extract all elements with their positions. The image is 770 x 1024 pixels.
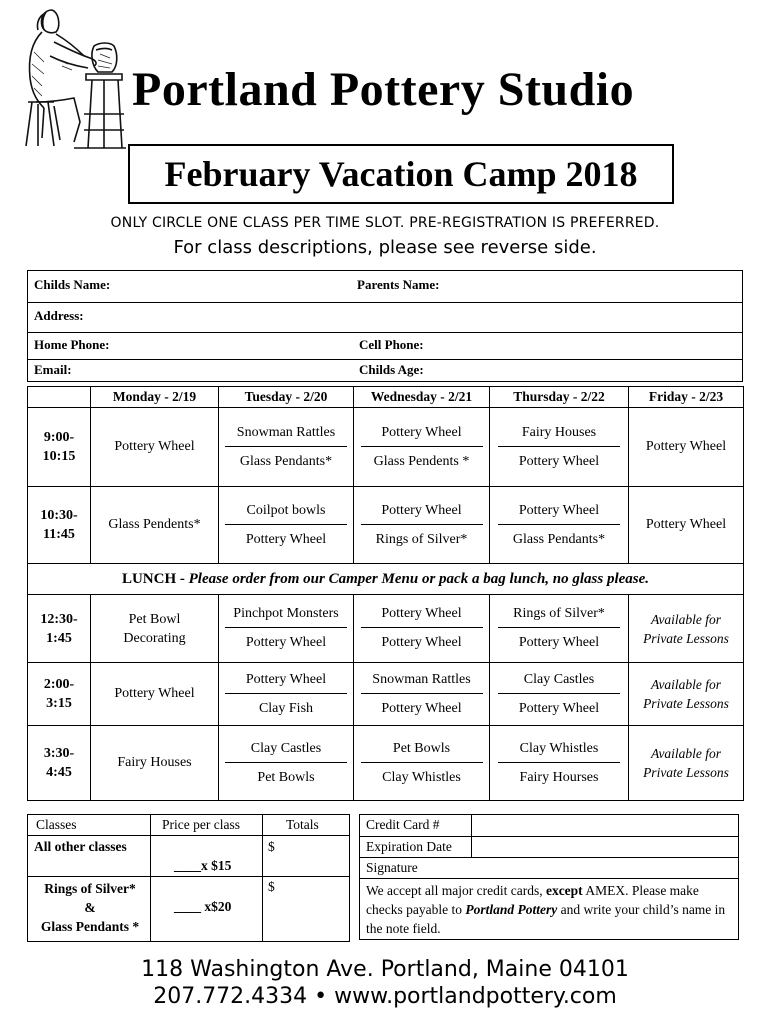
class-option[interactable]: Pottery Wheel bbox=[225, 672, 347, 694]
lunch-note: Please order from our Camper Menu or pack a bag lunch, no glass please. bbox=[188, 570, 650, 587]
private-lessons-note: Available for Private Lessons bbox=[629, 726, 744, 801]
class-option[interactable]: Pottery Wheel bbox=[361, 503, 483, 525]
class-option[interactable]: Pottery Wheel bbox=[245, 531, 327, 547]
class-option[interactable]: Pottery Wheel bbox=[629, 408, 744, 487]
info-row-email bbox=[28, 360, 742, 382]
day-header-wednesday: Wednesday - 2/21 bbox=[354, 387, 490, 408]
class-option-pair bbox=[490, 408, 629, 487]
day-header-monday: Monday - 2/19 bbox=[91, 387, 219, 408]
payment-box bbox=[359, 814, 739, 940]
payment-note: We accept all major credit cards, except AMEX. Please make checks payable to Portland Pottery and write your child’s name in the note field. bbox=[366, 883, 726, 936]
class-option[interactable]: Pottery Wheel bbox=[361, 425, 483, 447]
info-row-names bbox=[28, 271, 742, 303]
pricing-divider bbox=[262, 815, 263, 941]
time-slot-label: 2:00- 3:15 bbox=[28, 663, 91, 726]
class-option-pair bbox=[490, 487, 629, 564]
class-option[interactable]: Pottery Wheel bbox=[381, 700, 462, 716]
class-option-pair bbox=[490, 726, 629, 801]
class-option[interactable]: Rings of Silver* bbox=[375, 531, 468, 547]
address-field[interactable]: Address: bbox=[34, 308, 84, 323]
day-header-thursday: Thursday - 2/22 bbox=[490, 387, 629, 408]
class-option-pair bbox=[219, 595, 354, 663]
time-slot-row bbox=[28, 487, 744, 564]
registration-notice: ONLY CIRCLE ONE CLASS PER TIME SLOT. PRE-REGISTRATION IS PREFERRED. bbox=[110, 215, 660, 231]
time-slot-label: 9:00- 10:15 bbox=[28, 408, 91, 487]
class-option[interactable]: Fairy Houses bbox=[498, 425, 620, 447]
private-lessons-note: Available for Private Lessons bbox=[629, 663, 744, 726]
class-option-pair bbox=[219, 408, 354, 487]
class-option[interactable]: Snowman Rattles bbox=[225, 425, 347, 447]
childs-name-field[interactable]: Childs Name: bbox=[34, 277, 111, 292]
studio-contact: 207.772.4334 • www.portlandpottery.com bbox=[153, 984, 617, 1009]
price-header: Price per class bbox=[162, 817, 240, 832]
class-option[interactable]: Fairy Houses bbox=[91, 726, 219, 801]
class-option[interactable]: Clay Whistles bbox=[498, 741, 620, 763]
class-option[interactable]: Clay Fish bbox=[258, 700, 314, 716]
class-option-pair bbox=[490, 595, 629, 663]
classes-header: Classes bbox=[36, 817, 77, 832]
private-lessons-note: Available for Private Lessons bbox=[629, 595, 744, 663]
time-slot-row bbox=[28, 726, 744, 801]
home-phone-field[interactable]: Home Phone: bbox=[34, 337, 110, 352]
camp-title: February Vacation Camp 2018 bbox=[164, 154, 638, 194]
lunch-banner: LUNCH - Please order from our Camper Menu or pack a bag lunch, no glass please. bbox=[28, 564, 744, 595]
class-option[interactable]: Glass Pendents* bbox=[91, 487, 219, 564]
class-option-pair bbox=[219, 663, 354, 726]
class-option[interactable]: Clay Whistles bbox=[382, 769, 461, 785]
class-option-pair bbox=[354, 726, 490, 801]
time-slot-label: 10:30- 11:45 bbox=[28, 487, 91, 564]
class-option[interactable]: Pottery Wheel bbox=[518, 453, 600, 469]
class-option[interactable]: Clay Castles bbox=[498, 672, 620, 694]
class-option[interactable]: Glass Pendents * bbox=[373, 453, 470, 469]
day-header-tuesday: Tuesday - 2/20 bbox=[219, 387, 354, 408]
expiration-label: Expiration Date bbox=[366, 839, 452, 854]
class-option[interactable]: Pet Bowls bbox=[257, 769, 315, 785]
specialty-classes-price[interactable]: ____ x$20 bbox=[174, 899, 232, 914]
expiration-input[interactable] bbox=[471, 837, 739, 857]
class-option[interactable]: Pottery Wheel bbox=[245, 635, 327, 650]
class-option[interactable]: Pottery Wheel bbox=[361, 606, 483, 628]
studio-title: Portland Pottery Studio bbox=[132, 63, 635, 116]
schedule-header-row bbox=[28, 387, 744, 408]
class-option-pair bbox=[354, 595, 490, 663]
class-option-pair bbox=[354, 663, 490, 726]
cell-phone-field[interactable]: Cell Phone: bbox=[359, 337, 424, 352]
time-header-cell bbox=[28, 387, 91, 408]
class-option[interactable]: Snowman Rattles bbox=[361, 672, 483, 694]
all-other-classes-label: All other classes bbox=[34, 839, 127, 854]
class-option[interactable]: Rings of Silver* bbox=[498, 606, 620, 628]
specialty-classes-total[interactable]: $ bbox=[268, 879, 275, 894]
studio-address: 118 Washington Ave. Portland, Maine 04101 bbox=[141, 957, 629, 982]
registration-info-box bbox=[27, 270, 743, 382]
potter-at-wheel-illustration bbox=[14, 2, 126, 150]
specialty-classes-label: Rings of Silver* & Glass Pendants * bbox=[40, 881, 140, 934]
info-row-phones bbox=[28, 333, 742, 360]
credit-card-row bbox=[360, 815, 738, 837]
expiration-row bbox=[360, 837, 738, 858]
class-option[interactable]: Pinchpot Monsters bbox=[225, 606, 347, 628]
parents-name-field[interactable]: Parents Name: bbox=[357, 277, 440, 292]
pricing-table bbox=[27, 814, 350, 942]
class-option-pair bbox=[354, 408, 490, 487]
class-option-pair bbox=[354, 487, 490, 564]
credit-card-input[interactable] bbox=[471, 815, 739, 836]
class-option[interactable]: Fairy Hourses bbox=[519, 769, 599, 785]
class-option[interactable]: Pottery Wheel bbox=[498, 503, 620, 525]
class-option[interactable]: Pottery Wheel bbox=[91, 663, 219, 726]
pricing-divider bbox=[150, 815, 151, 941]
time-slot-label: 3:30- 4:45 bbox=[28, 726, 91, 801]
pricing-header bbox=[28, 815, 349, 836]
camp-title-box bbox=[128, 144, 674, 204]
class-option[interactable]: Coilpot bowls bbox=[225, 503, 347, 525]
all-other-classes-price[interactable]: ____x $15 bbox=[174, 858, 232, 873]
time-slot-row bbox=[28, 595, 744, 663]
class-option[interactable]: Clay Castles bbox=[225, 741, 347, 763]
class-option-pair bbox=[490, 663, 629, 726]
class-option[interactable]: Pottery Wheel bbox=[629, 487, 744, 564]
totals-header: Totals bbox=[286, 817, 319, 832]
email-field[interactable]: Email: bbox=[34, 362, 72, 377]
childs-age-field[interactable]: Childs Age: bbox=[359, 362, 424, 377]
time-slot-row bbox=[28, 663, 744, 726]
signature-label: Signature bbox=[366, 860, 418, 875]
time-slot-row bbox=[28, 408, 744, 487]
class-option[interactable]: Pet Bowls bbox=[361, 741, 483, 763]
all-other-classes-total[interactable]: $ bbox=[268, 839, 275, 854]
lunch-row bbox=[28, 564, 744, 595]
class-schedule-table bbox=[27, 386, 744, 801]
pricing-divider bbox=[28, 876, 349, 877]
signature-row[interactable] bbox=[360, 858, 738, 879]
info-row-address bbox=[28, 303, 742, 333]
time-slot-label: 12:30- 1:45 bbox=[28, 595, 91, 663]
class-option[interactable]: Glass Pendants* bbox=[512, 531, 606, 547]
class-option[interactable]: Pet Bowl Decorating bbox=[91, 595, 219, 663]
class-option-pair bbox=[219, 726, 354, 801]
description-notice: For class descriptions, please see reverse side. bbox=[173, 237, 597, 258]
day-header-friday: Friday - 2/23 bbox=[629, 387, 744, 408]
class-option[interactable]: Pottery Wheel bbox=[381, 635, 462, 650]
class-option[interactable]: Pottery Wheel bbox=[91, 408, 219, 487]
class-option[interactable]: Pottery Wheel bbox=[518, 635, 600, 650]
class-option[interactable]: Glass Pendants* bbox=[239, 453, 333, 469]
class-option-pair bbox=[219, 487, 354, 564]
credit-card-label: Credit Card # bbox=[366, 817, 440, 832]
class-option[interactable]: Pottery Wheel bbox=[518, 700, 600, 716]
